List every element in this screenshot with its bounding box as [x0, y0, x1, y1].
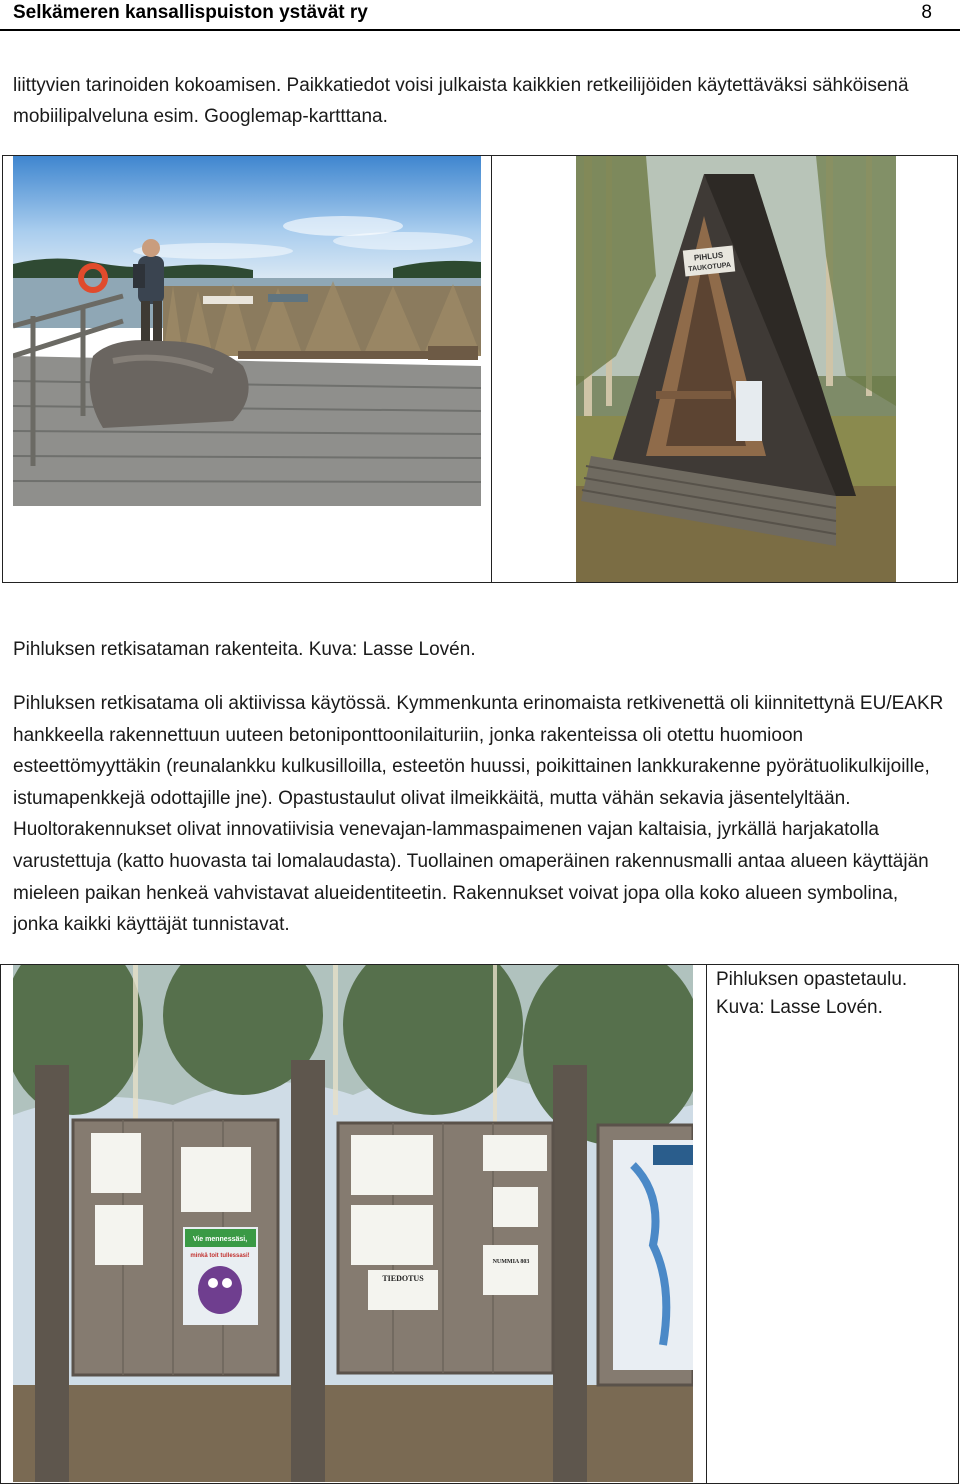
- notice-numbers: NUMMIA 803: [492, 1259, 530, 1265]
- hut-sign-line2: TAUKOTUPA: [687, 261, 732, 274]
- photo-caption-2: Pihluksen opastetaulu. Kuva: Lasse Lovén.: [716, 969, 908, 1018]
- notice-title: TIEDOTUS: [382, 1274, 424, 1283]
- hut-sign-line1: PIHLUS: [693, 250, 724, 263]
- body-paragraph: Pihluksen retkisatama oli aktiivissa käytössä. Kymmenkunta erinomaista retkivenettä oli kiinnitettynä EU/EAKR hankkeella rakennettuun uuteen betoniponttoonilaituriin, jonka rakenteissa oli otettu huomioon esteettömyyttäkin (reunalankku kulkusilloilla, esteetön huussi, poikittainen lankkurakenne pyörätuolikulkijoille, istumapenkkejä odottajille jne). Opastustaulut olivat ilmeikkäitä, mutta vähän sekavia jäsentelyltään. Huoltorakennukset olivat innovatiivisia venevajan-lammaspaimenen vajan kaltaisia, jyrkällä harjakatolla varustettuja (katto huovasta tai lomalaudasta). Tuollainen omaperäinen rakennusmalli antaa alueen käyttäjän mieleen paikan henkeä vahvistavat alueidentiteetin. Rakennukset voivat jopa olla koko alueen symbolina, jonka kaikki käyttäjät tunnistavat.: [13, 693, 944, 936]
- notice-boards-illustration: [13, 965, 693, 1482]
- photo-caption-1: Pihluksen retkisataman rakenteita. Kuva: Lasse Lovén.: [13, 639, 476, 660]
- page-header-title: Selkämeren kansallispuiston ystävät ry: [13, 2, 368, 23]
- header-rule: [0, 29, 960, 31]
- a-frame-hut-illustration: [576, 156, 896, 582]
- harbor-pier-photo: [13, 156, 481, 506]
- table-divider: [491, 156, 492, 582]
- a-frame-hut-photo: [576, 156, 896, 582]
- harbor-pier-illustration: [13, 156, 481, 506]
- table-divider: [706, 965, 707, 1483]
- intro-paragraph: liittyvien tarinoiden kokoamisen. Paikkatiedot voisi julkaista kaikkien retkeilijöiden käytettäväksi sähköisenä mobiilipalveluna esim. Googlemap-kartttana.: [13, 75, 909, 127]
- poster-subtitle: minkä toit tullessasi!: [190, 1253, 250, 1259]
- page-number: 8: [921, 2, 932, 23]
- notice-boards-photo: [13, 965, 693, 1482]
- poster-title: Vie mennessäsi,: [192, 1236, 248, 1243]
